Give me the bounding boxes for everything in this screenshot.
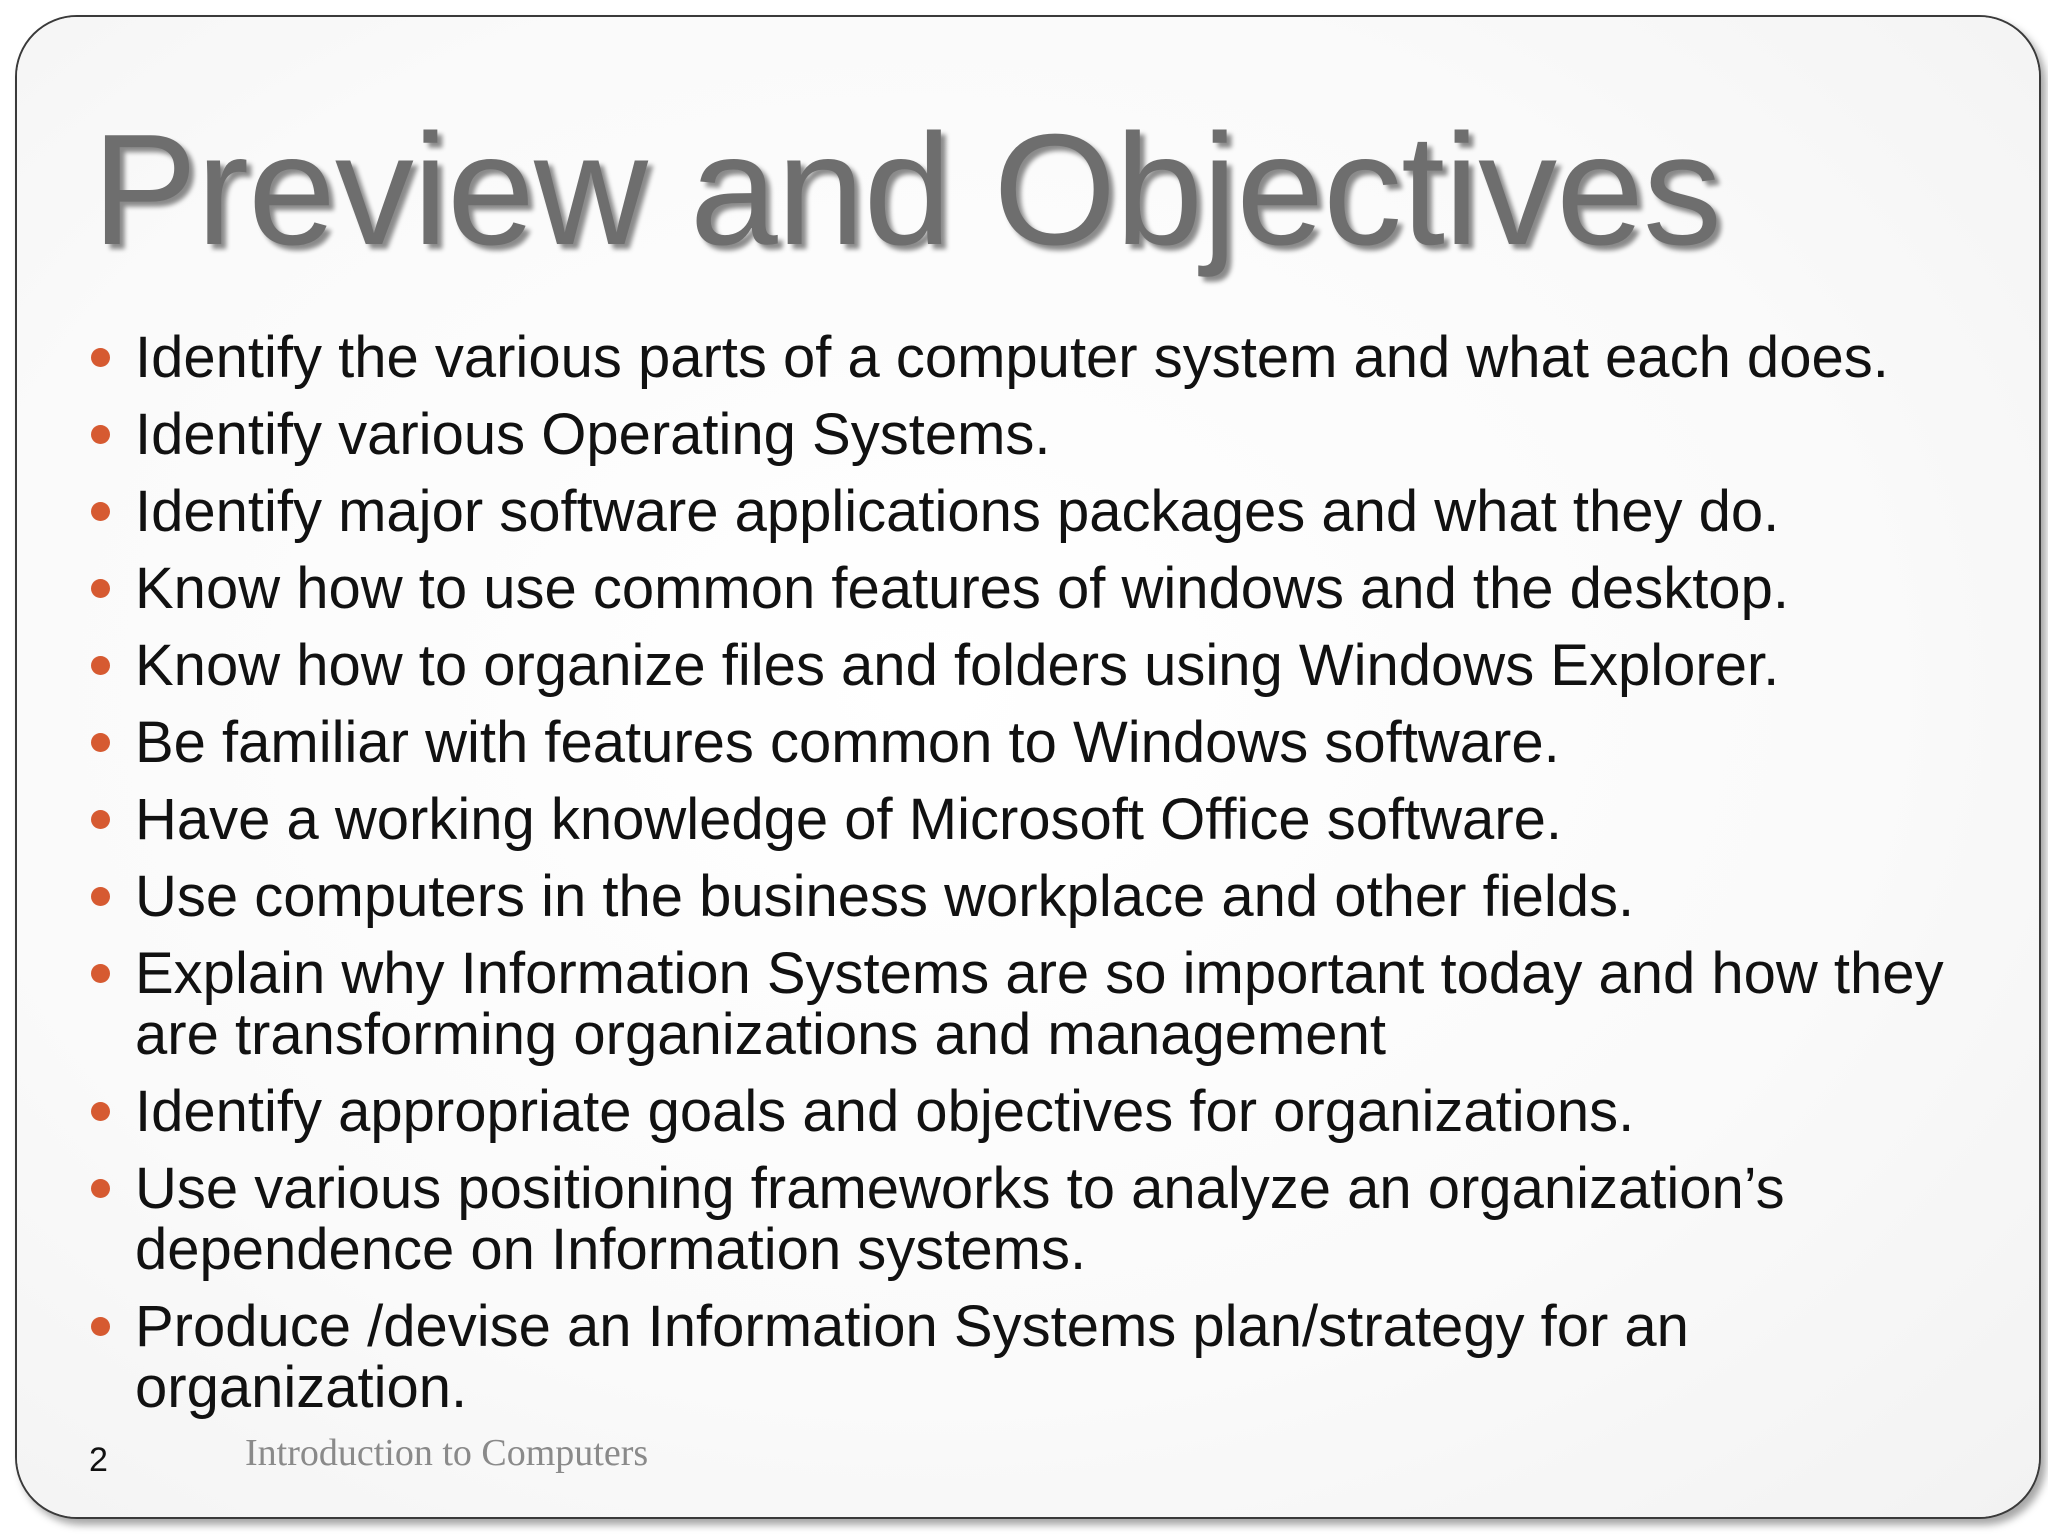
bullet-dot-icon [91, 964, 110, 983]
bullet-dot-icon [91, 656, 110, 675]
bullet-dot-icon [91, 579, 110, 598]
bullet-text: Produce /devise an Information Systems plan/strategy for an organization. [135, 1294, 1689, 1420]
bullet-text: Identify major software applications packages and what they do. [135, 479, 1780, 544]
bullet-text: Know how to use common features of windows and the desktop. [135, 556, 1789, 621]
bullet-item [17, 1081, 2039, 1142]
bullet-item [17, 866, 2039, 927]
bullet-dot-icon [91, 733, 110, 752]
slide [15, 15, 2041, 1519]
bullet-text: Identify the various parts of a computer system and what each does. [135, 325, 1889, 390]
bullet-dot-icon [91, 1102, 110, 1121]
bullet-dot-icon [91, 887, 110, 906]
bullet-text: Know how to organize files and folders using Windows Explorer. [135, 633, 1780, 698]
bullet-item [17, 327, 2039, 388]
bullet-dot-icon [91, 425, 110, 444]
bullet-dot-icon [91, 1179, 110, 1198]
slide-title: Preview and Objectives [92, 102, 1721, 278]
bullet-item [17, 404, 2039, 465]
footer-text: Introduction to Computers [245, 1432, 649, 1474]
bullet-item [17, 481, 2039, 542]
bullet-item [17, 558, 2039, 619]
bullet-item [17, 789, 2039, 850]
bullet-dot-icon [91, 1317, 110, 1336]
bullet-text: Identify appropriate goals and objectives for organizations. [135, 1079, 1635, 1144]
bullet-text: Have a working knowledge of Microsoft Office software. [135, 787, 1563, 852]
slide-number: 2 [89, 1441, 108, 1479]
bullet-item [17, 1296, 2039, 1418]
bullet-text: Explain why Information Systems are so important today and how they are transforming organizations and management [135, 941, 1944, 1067]
bullet-text: Use various positioning frameworks to analyze an organization’s dependence on Information systems. [135, 1156, 1785, 1282]
bullet-item [17, 712, 2039, 773]
bullet-text: Identify various Operating Systems. [135, 402, 1051, 467]
bullet-dot-icon [91, 502, 110, 521]
bullet-list [17, 327, 2039, 1418]
bullet-item [17, 943, 2039, 1065]
bullet-text: Use computers in the business workplace and other fields. [135, 864, 1635, 929]
bullet-dot-icon [91, 810, 110, 829]
bullet-item [17, 635, 2039, 696]
bullet-item [17, 1158, 2039, 1280]
bullet-dot-icon [91, 348, 110, 367]
bullet-text: Be familiar with features common to Windows software. [135, 710, 1560, 775]
